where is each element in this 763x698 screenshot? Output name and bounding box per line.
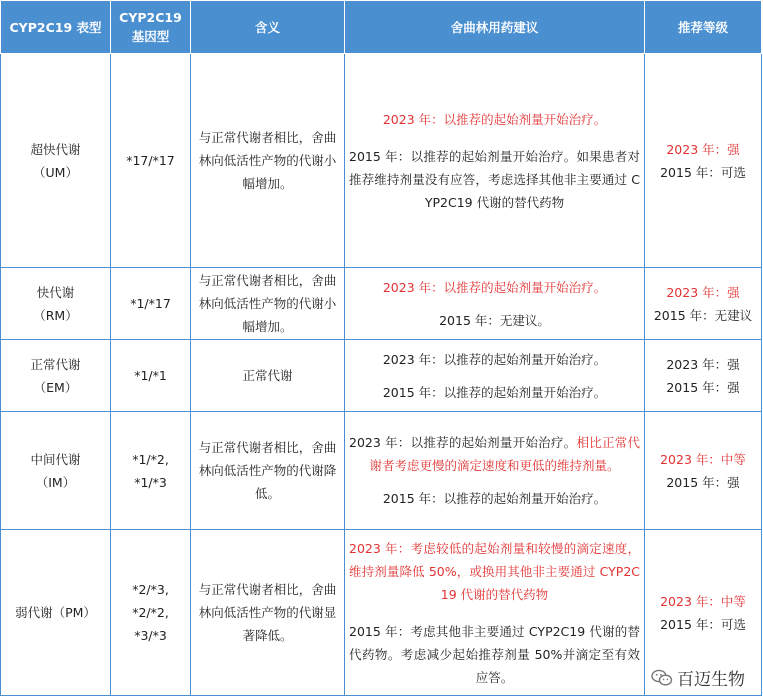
header-genotype xyxy=(111,1,191,54)
genotype-cell xyxy=(111,412,191,530)
meaning-cell: 与正常代谢者相比，舍曲林向低活性产物的代谢小幅增加。 xyxy=(191,54,345,268)
header-meaning: 含义 xyxy=(191,1,345,54)
phenotype-name: 正常代谢 xyxy=(30,356,81,372)
level-2015: 2015 年：强 xyxy=(666,379,740,395)
header-genotype-line2: 基因型 xyxy=(131,29,170,44)
header-advice: 舍曲林用药建议 xyxy=(345,1,645,54)
level-2015: 2015 年：可选 xyxy=(660,616,746,632)
genotype-cell xyxy=(111,268,191,340)
header-phenotype: CYP2C19 表型 xyxy=(1,1,111,54)
phenotype-name: 超快代谢 xyxy=(30,141,81,157)
phenotype-abbr: （EM） xyxy=(33,379,78,395)
genotype-value: *17/*17 xyxy=(126,153,175,168)
genotype-value: *2/*2, xyxy=(132,605,169,620)
meaning-cell: 与正常代谢者相比，舍曲林向低活性产物的代谢降低。 xyxy=(191,412,345,530)
advice-cell xyxy=(345,340,645,412)
advice-2023-red: 相比正常代谢者考虑更慢的滴定速度和更低的维持剂量。 xyxy=(369,435,640,473)
level-2015: 2015 年：强 xyxy=(666,474,740,490)
advice-cell xyxy=(345,530,645,696)
meaning-cell: 与正常代谢者相比，舍曲林向低活性产物的代谢小幅增加。 xyxy=(191,268,345,340)
genotype-cell xyxy=(111,530,191,696)
level-2023: 2023 年：强 xyxy=(666,284,740,300)
genotype-value: *3/*3 xyxy=(134,628,167,643)
advice-2023: 2023 年：以推荐的起始剂量开始治疗。 xyxy=(382,351,607,367)
phenotype-cell xyxy=(1,340,111,412)
genotype-value: *1/*3 xyxy=(134,474,167,490)
advice-2015: 2015 年：以推荐的起始剂量开始治疗。 xyxy=(382,491,607,506)
watermark-text: 百迈生物 xyxy=(677,670,745,690)
advice-2023: 2023 年：以推荐的起始剂量开始治疗。 xyxy=(382,279,607,295)
phenotype-abbr: （UM） xyxy=(33,164,78,180)
level-2023: 2023 年：中等 xyxy=(660,451,746,467)
phenotype-name: 弱代谢 xyxy=(15,605,53,620)
advice-2023-black: 2023 年：以推荐的起始剂量开始治疗。 xyxy=(349,435,577,450)
table-row xyxy=(1,268,762,340)
table-row xyxy=(1,340,762,412)
level-2023: 2023 年：中等 xyxy=(660,593,746,609)
phenotype-name: 快代谢 xyxy=(36,284,75,300)
level-2023: 2023 年：强 xyxy=(666,141,740,157)
header-row xyxy=(1,1,762,54)
meaning-cell: 与正常代谢者相比，舍曲林向低活性产物的代谢显著降低。 xyxy=(191,530,345,696)
advice-2023: 2023 年：以推荐的起始剂量开始治疗。 xyxy=(382,111,607,127)
advice-2015: 2015 年：以推荐的起始剂量开始治疗。如果患者对推荐维持剂量没有应答，考虑选择其他非主要通过 CYP2C19 代谢的替代药物 xyxy=(349,148,640,210)
level-2015: 2015 年：可选 xyxy=(660,164,746,180)
genotype-value: *1/*1 xyxy=(134,368,167,383)
wechat-icon xyxy=(651,669,673,687)
phenotype-cell xyxy=(1,530,111,696)
advice-cell xyxy=(345,412,645,530)
advice-2023 xyxy=(349,431,640,477)
phenotype-abbr: （RM） xyxy=(33,307,78,323)
table-row xyxy=(1,54,762,268)
level-cell xyxy=(645,412,762,530)
advice-cell xyxy=(345,54,645,268)
level-2023: 2023 年：强 xyxy=(666,356,740,372)
meaning-cell: 正常代谢 xyxy=(191,340,345,412)
table-row xyxy=(1,412,762,530)
advice-2015: 2015 年：考虑其他非主要通过 CYP2C19 代谢的替代药物。考虑减少起始推荐剂量 50%并滴定至有效应答。 xyxy=(349,623,640,685)
advice-cell xyxy=(345,268,645,340)
genotype-cell xyxy=(111,54,191,268)
genotype-value: *2/*3, xyxy=(132,582,169,597)
phenotype-cell xyxy=(1,54,111,268)
level-cell xyxy=(645,340,762,412)
advice-2023: 2023 年：考虑较低的起始剂量和较慢的滴定速度，维持剂量降低 50%，或换用其他非主要通过 CYP2C19 代谢的替代药物 xyxy=(349,540,640,602)
table-row xyxy=(1,530,762,696)
advice-2015: 2015 年：以推荐的起始剂量开始治疗。 xyxy=(382,384,607,400)
level-cell xyxy=(645,54,762,268)
header-genotype-line1: CYP2C19 xyxy=(119,10,182,25)
level-cell xyxy=(645,268,762,340)
advice-2015: 2015 年：无建议。 xyxy=(439,312,550,328)
phenotype-abbr: （PM） xyxy=(52,605,96,620)
phenotype-cell xyxy=(1,412,111,530)
phenotype-cell xyxy=(1,268,111,340)
phenotype-abbr: （IM） xyxy=(35,474,76,490)
header-level: 推荐等级 xyxy=(645,1,762,54)
genotype-value: *1/*17 xyxy=(130,296,171,311)
watermark xyxy=(649,665,747,690)
genotype-cell xyxy=(111,340,191,412)
genotype-value: *1/*2, xyxy=(132,451,169,467)
level-2015: 2015 年：无建议 xyxy=(653,307,753,323)
phenotype-name: 中间代谢 xyxy=(30,451,81,467)
